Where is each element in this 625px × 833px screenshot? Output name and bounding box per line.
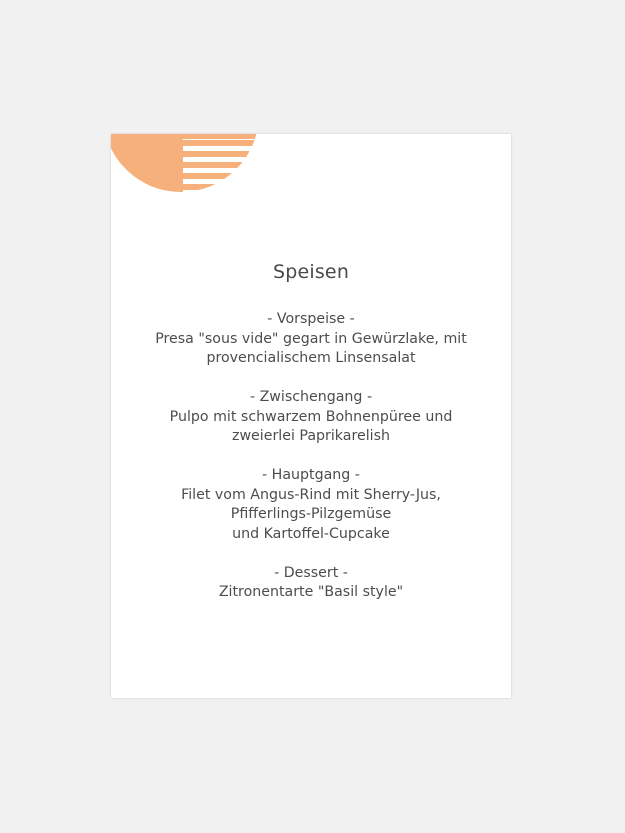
course-line: Presa "sous vide" gegart in Gewürzlake, mit [155,330,467,347]
course-heading: - Zwischengang - [249,389,373,405]
course-line: Filet vom Angus-Rind mit Sherry-Jus, [181,486,441,503]
menu-list [111,310,511,622]
course-heading: - Dessert - [274,564,348,581]
course-line: zweierlei Paprikarelish [232,428,390,444]
course-line: Pulpo mit schwarzem Bohnenpüree und [169,408,453,425]
menu-card [111,134,511,698]
course-starter [111,310,511,369]
course-dessert [111,564,511,603]
sun-stripes-icon [111,134,256,192]
course-main [111,466,511,544]
course-heading: - Hauptgang - [262,467,360,483]
course-line: und Kartoffel-Cupcake [232,525,390,542]
menu-title: Speisen [272,261,350,283]
course-heading: - Vorspeise - [267,311,355,327]
course-line: provencialischem Linsensalat [206,350,416,366]
course-line: Pfifferlings-Pilzgemüse [230,506,392,522]
course-line: Zitronentarte "Basil style" [218,584,404,600]
course-intermediate [111,388,511,447]
